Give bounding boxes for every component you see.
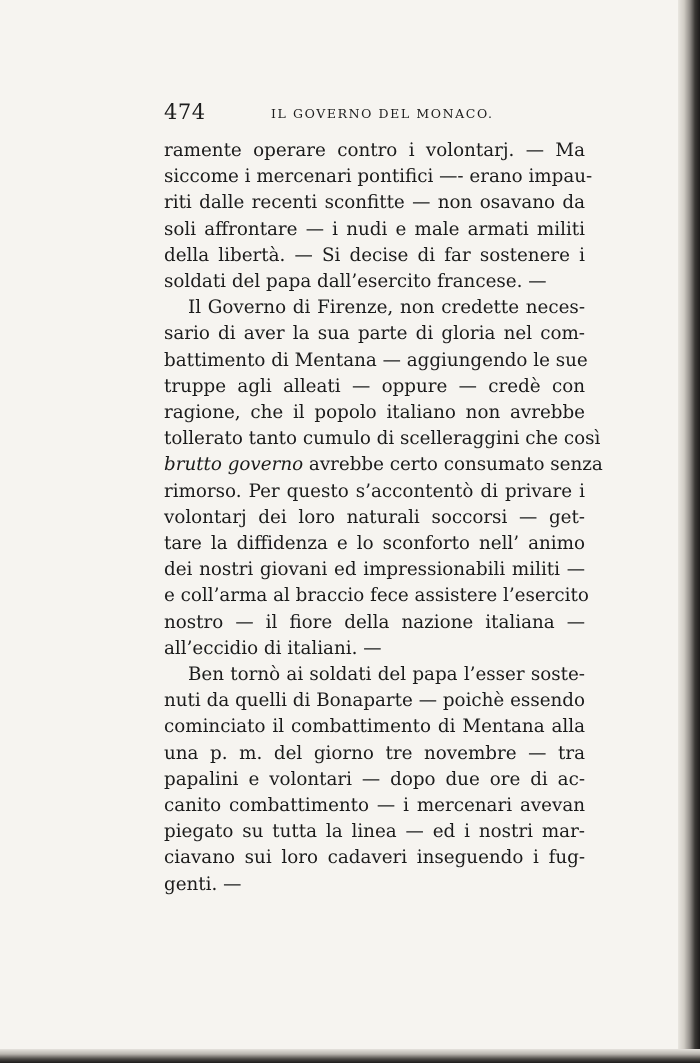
text-line: battimento di Mentana — aggiungendo le sue xyxy=(164,349,588,371)
text-line: ciavano sui loro cadaveri inseguendo i fug- xyxy=(164,847,585,869)
page-header xyxy=(164,100,594,130)
text-line: truppe agli alleati — oppure — credè con xyxy=(164,375,585,397)
text-line: canito combattimento — i mercenari avevan xyxy=(164,795,585,817)
text-line: tare la diffidenza e lo sconforto nell’ animo xyxy=(164,533,585,555)
text-line: nuti da quelli di Bonaparte — poichè essendo xyxy=(164,690,585,712)
text-line: una p. m. del giorno tre novembre — tra xyxy=(164,742,585,764)
text-line: all’eccidio di italiani. — xyxy=(164,637,382,659)
text-line: siccome i mercenari pontifici —- erano impau- xyxy=(164,166,593,188)
italic-phrase: brutto governo xyxy=(164,454,304,476)
page-edge-shadow xyxy=(678,0,700,1063)
text-line: Ben tornò ai soldati del papa l’esser soste- xyxy=(188,664,585,686)
page-bottom-shadow xyxy=(0,1049,700,1063)
text-line: della libertà. — Si decise di far sostenere i xyxy=(164,244,585,266)
text-line-rest: avrebbe certo consumato senza xyxy=(308,454,603,476)
text-line: rimorso. Per questo s’accontentò di privare i xyxy=(164,480,585,502)
text-line: riti dalle recenti sconfitte — non osavano da xyxy=(164,192,585,214)
text-line-with-italic xyxy=(164,452,603,478)
text-line: e coll’arma al braccio fece assistere l’esercito xyxy=(164,585,589,607)
text-line: ragione, che il popolo italiano non avrebbe xyxy=(164,402,585,424)
text-line: dei nostri giovani ed impressionabili militi — xyxy=(164,559,585,581)
text-line: sario di aver la sua parte di gloria nel com- xyxy=(164,323,585,345)
text-line: soli affrontare — i nudi e male armati militi xyxy=(164,218,585,240)
text-line: nostro — il fiore della nazione italiana — xyxy=(164,611,585,633)
text-line: soldati del papa dall’esercito francese. — xyxy=(164,271,547,293)
page-number: 474 xyxy=(164,100,206,124)
text-line: piegato su tutta la linea — ed i nostri mar- xyxy=(164,821,585,843)
text-line: tollerato tanto cumulo di scelleraggini che così xyxy=(164,428,601,450)
running-title: IL GOVERNO DEL MONACO. xyxy=(271,106,494,121)
text-line: volontarj dei loro naturali soccorsi — get- xyxy=(164,506,585,528)
text-line: papalini e volontari — dopo due ore di ac- xyxy=(164,768,585,790)
body-text xyxy=(164,138,603,898)
text-line: genti. — xyxy=(164,873,242,895)
text-line: ramente operare contro i volontarj. — Ma xyxy=(164,140,585,161)
text-line: Il Governo di Firenze, non credette neces- xyxy=(188,297,585,319)
text-line: cominciato il combattimento di Mentana alla xyxy=(164,716,585,738)
